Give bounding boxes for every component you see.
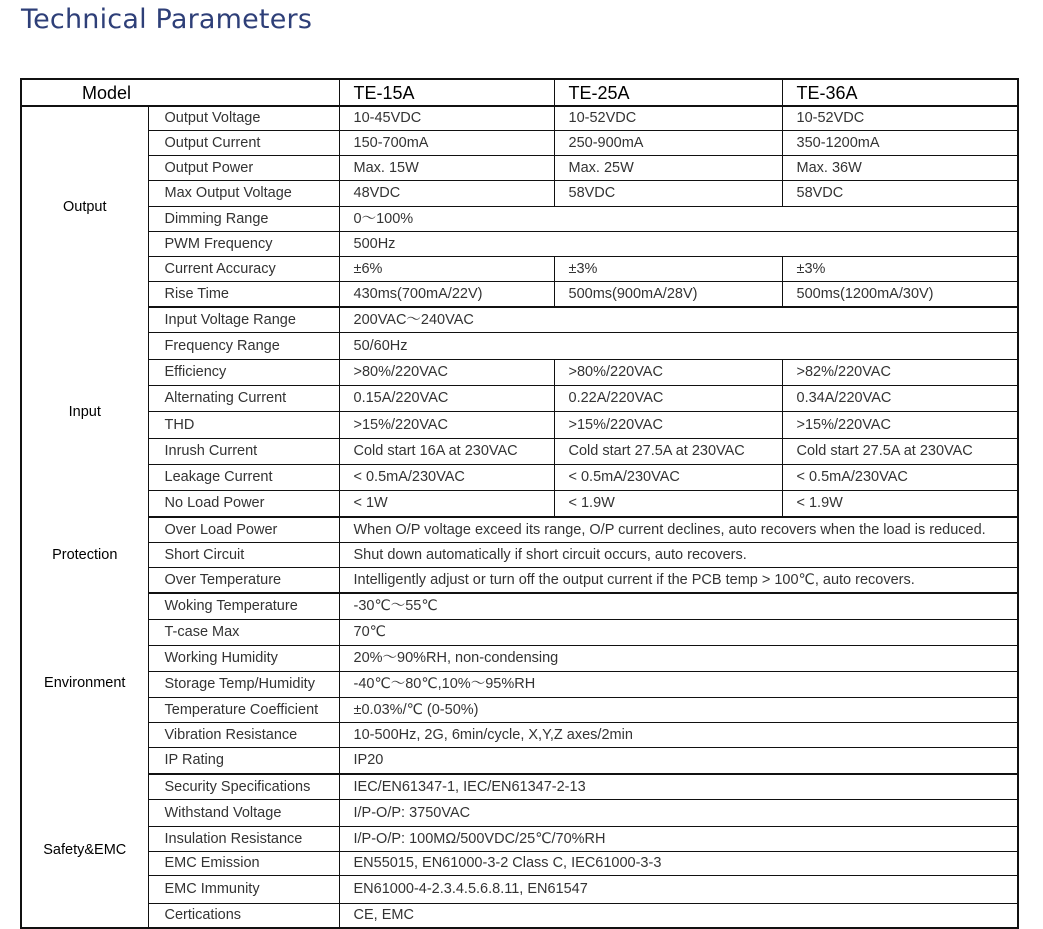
section-label-environment: Environment [21, 593, 148, 774]
param-value: Cold start 27.5A at 230VAC [782, 439, 1018, 465]
param-value: 10-45VDC [353, 110, 422, 127]
param-value: >15%/220VAC [339, 412, 554, 439]
param-label: Working Humidity [148, 646, 339, 672]
section-label-input: Input [21, 307, 148, 517]
table-row [21, 491, 1018, 518]
param-label: EMC Emission [148, 852, 339, 876]
table-row [21, 307, 1018, 333]
param-value: Max. 25W [554, 156, 782, 181]
table-row [21, 106, 1018, 131]
param-label: Input Voltage Range [148, 307, 339, 333]
param-value: Max. 15W [339, 156, 554, 181]
spec-table [20, 78, 1019, 929]
param-value: 0.15A/220VAC [339, 386, 554, 412]
table-row [21, 646, 1018, 672]
param-value: < 1.9W [554, 491, 782, 518]
table-row [21, 386, 1018, 412]
param-value: < 1.9W [782, 491, 1018, 518]
param-label: Rise Time [148, 282, 339, 308]
table-row [21, 439, 1018, 465]
page-title: Technical Parameters [21, 4, 313, 35]
section-label-safety-emc: Safety&EMC [21, 774, 148, 928]
param-label: Insulation Resistance [148, 827, 339, 852]
param-value: < 1W [339, 491, 554, 518]
table-row [21, 360, 1018, 386]
param-label: Alternating Current [148, 386, 339, 412]
param-value: ±6% [339, 257, 554, 282]
param-value: 500Hz [339, 232, 1018, 257]
param-value: 20%～90%RH, non-condensing [339, 646, 1018, 672]
param-value: 48VDC [339, 181, 554, 207]
table-row [21, 156, 1018, 181]
param-label: Frequency Range [148, 333, 339, 360]
model-header-te-25a: TE-25A [554, 79, 782, 106]
section-label-protection: Protection [21, 517, 148, 593]
param-value: I/P-O/P: 3750VAC [339, 800, 1018, 827]
param-value: >80%/220VAC [554, 360, 782, 386]
param-value: 0～100% [339, 207, 1018, 232]
param-value: 0.34A/220VAC [782, 386, 1018, 412]
param-label: Over Temperature [148, 568, 339, 594]
param-value: IEC/EN61347-1, IEC/EN61347-2-13 [353, 778, 586, 795]
param-label: Storage Temp/Humidity [148, 672, 339, 698]
table-row [21, 181, 1018, 207]
param-value: 500ms(1200mA/30V) [782, 282, 1018, 308]
param-value: >15%/220VAC [782, 412, 1018, 439]
param-label: Woking Temperature [148, 593, 339, 620]
param-value: 250-900mA [554, 131, 782, 156]
param-value: >80%/220VAC [339, 360, 554, 386]
table-row [21, 876, 1018, 904]
param-value: 10-52VDC [782, 106, 1018, 131]
table-row [21, 333, 1018, 360]
param-value: ±3% [782, 257, 1018, 282]
table-row [21, 517, 1018, 543]
table-row [21, 568, 1018, 594]
table-row [21, 207, 1018, 232]
param-value: IP20 [339, 748, 1018, 775]
table-row [21, 827, 1018, 852]
param-label: Output Power [148, 156, 339, 181]
param-label: THD [148, 412, 339, 439]
param-label: Security Specifications [148, 774, 339, 800]
table-header-row [21, 79, 1018, 106]
param-value: When O/P voltage exceed its range, O/P current declines, auto recovers when the load is reduced. [353, 521, 986, 538]
param-label: Output Current [148, 131, 339, 156]
table-row [21, 543, 1018, 568]
param-label: EMC Immunity [148, 876, 339, 904]
param-label: Short Circuit [148, 543, 339, 568]
table-row [21, 593, 1018, 620]
model-header-te-15a: TE-15A [339, 79, 554, 106]
param-value: 350-1200mA [782, 131, 1018, 156]
param-label: Inrush Current [148, 439, 339, 465]
param-value: >82%/220VAC [782, 360, 1018, 386]
table-row [21, 257, 1018, 282]
param-label: Certications [148, 904, 339, 929]
param-value: EN55015, EN61000-3-2 Class C, IEC61000-3-3 [339, 852, 1018, 876]
param-value: ±3% [554, 257, 782, 282]
param-value: 58VDC [554, 181, 782, 207]
param-label: No Load Power [148, 491, 339, 518]
param-value: 200VAC～240VAC [353, 311, 474, 328]
param-value: 430ms(700mA/22V) [339, 282, 554, 308]
param-label: Vibration Resistance [148, 723, 339, 748]
param-value: Cold start 16A at 230VAC [339, 439, 554, 465]
table-row [21, 852, 1018, 876]
param-value: 70℃ [339, 620, 1018, 646]
param-value: Max. 36W [782, 156, 1018, 181]
param-label: Current Accuracy [148, 257, 339, 282]
param-value: < 0.5mA/230VAC [339, 465, 554, 491]
param-value: < 0.5mA/230VAC [782, 465, 1018, 491]
param-label: IP Rating [148, 748, 339, 775]
param-label: Leakage Current [148, 465, 339, 491]
param-label: Max Output Voltage [148, 181, 339, 207]
table-row [21, 232, 1018, 257]
param-value: ±0.03%/℃ (0-50%) [339, 698, 1018, 723]
param-value: < 0.5mA/230VAC [554, 465, 782, 491]
table-row [21, 282, 1018, 308]
param-value: 50/60Hz [339, 333, 1018, 360]
table-row [21, 723, 1018, 748]
table-row [21, 698, 1018, 723]
param-value: I/P-O/P: 100MΩ/500VDC/25℃/70%RH [339, 827, 1018, 852]
spec-table-body [21, 79, 1018, 928]
model-header: Model [21, 79, 339, 106]
table-row [21, 774, 1018, 800]
param-label: Efficiency [148, 360, 339, 386]
param-value: >15%/220VAC [554, 412, 782, 439]
table-row [21, 465, 1018, 491]
param-value: -40℃～80℃,10%～95%RH [339, 672, 1018, 698]
param-label: Over Load Power [148, 517, 339, 543]
param-label: T-case Max [148, 620, 339, 646]
table-row [21, 904, 1018, 929]
param-value: -30℃～55℃ [353, 598, 438, 615]
param-value: 150-700mA [339, 131, 554, 156]
param-value: 0.22A/220VAC [554, 386, 782, 412]
table-row [21, 131, 1018, 156]
table-row [21, 620, 1018, 646]
param-value: 10-52VDC [554, 106, 782, 131]
param-label: Withstand Voltage [148, 800, 339, 827]
param-label: Output Voltage [148, 106, 339, 131]
param-value: Cold start 27.5A at 230VAC [554, 439, 782, 465]
param-value: 58VDC [782, 181, 1018, 207]
param-value: Shut down automatically if short circuit occurs, auto recovers. [339, 543, 1018, 568]
param-value: CE, EMC [339, 904, 1018, 929]
param-value: EN61000-4-2.3.4.5.6.8.11, EN61547 [339, 876, 1018, 904]
model-header-te-36a: TE-36A [782, 79, 1018, 106]
table-row [21, 800, 1018, 827]
param-label: Temperature Coefficient [148, 698, 339, 723]
table-row [21, 412, 1018, 439]
table-row [21, 748, 1018, 775]
param-label: PWM Frequency [148, 232, 339, 257]
table-row [21, 672, 1018, 698]
section-label-output: Output [21, 106, 148, 307]
param-value: 500ms(900mA/28V) [554, 282, 782, 308]
param-value: 10-500Hz, 2G, 6min/cycle, X,Y,Z axes/2min [339, 723, 1018, 748]
param-label: Dimming Range [148, 207, 339, 232]
param-value: Intelligently adjust or turn off the output current if the PCB temp > 100℃, auto recovers. [339, 568, 1018, 594]
